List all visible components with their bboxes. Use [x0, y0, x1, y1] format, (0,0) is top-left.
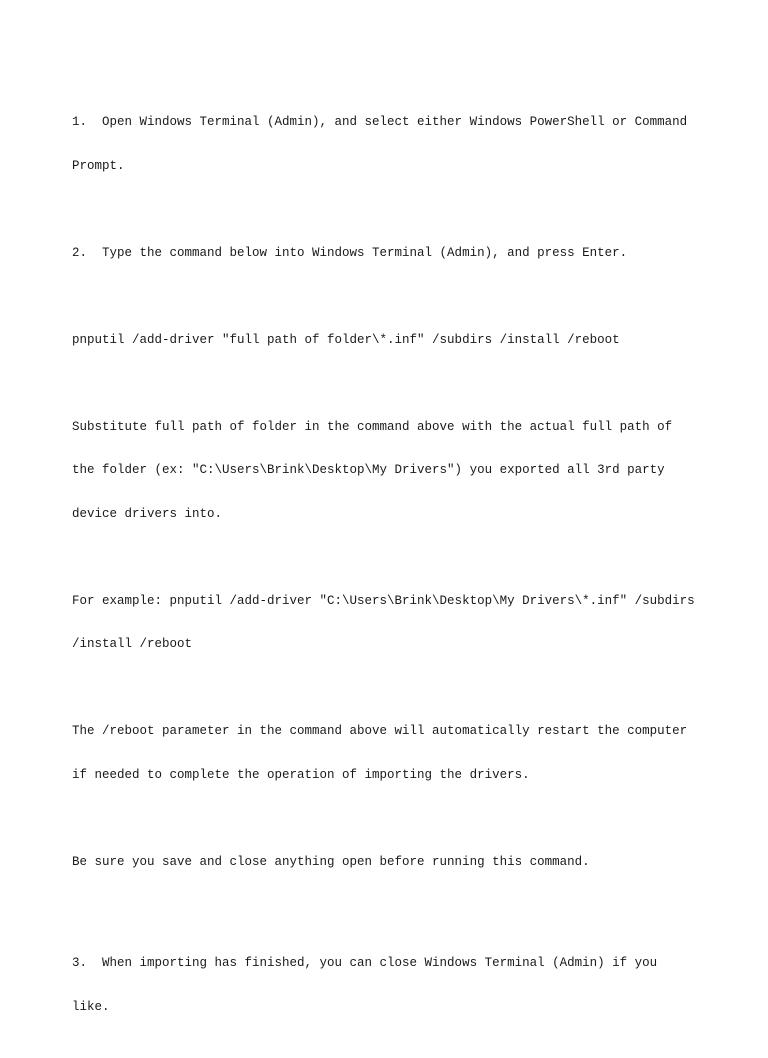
step-1-line-2: Prompt. — [72, 158, 125, 173]
save-note-line-1: Be sure you save and close anything open before running this command. — [72, 854, 590, 869]
command-line-1: pnputil /add-driver "full path of folder\*.inf" /subdirs /install /reboot — [72, 332, 620, 347]
step-2-paragraph — [72, 217, 712, 290]
substitute-note-line-1: Substitute full path of folder in the command above with the actual full path of — [72, 419, 673, 434]
reboot-note-line-1: The /reboot parameter in the command above will automatically restart the computer — [72, 724, 688, 738]
substitute-note-paragraph — [72, 391, 712, 551]
reboot-note-line-2: if needed to complete the operation of importing the drivers. — [72, 767, 530, 782]
step-2-line-1: 2. Type the command below into Windows Terminal (Admin), and press Enter. — [72, 245, 628, 260]
example-line-1: For example: pnputil /add-driver "C:\Users\Brink\Desktop\My Drivers\*.inf" /subdirs — [72, 593, 695, 608]
save-note-paragraph — [72, 826, 712, 899]
command-paragraph — [72, 304, 712, 377]
step-1-paragraph — [72, 86, 712, 202]
document-page — [72, 86, 712, 1058]
substitute-note-line-3: device drivers into. — [72, 506, 223, 521]
example-paragraph — [72, 565, 712, 681]
example-line-2: /install /reboot — [72, 637, 193, 651]
step-1-line-1: 1. Open Windows Terminal (Admin), and select either Windows PowerShell or Command — [72, 115, 688, 129]
step-3-line-2: like. — [72, 999, 110, 1014]
step-3-paragraph — [72, 927, 712, 1043]
reboot-note-paragraph — [72, 695, 712, 811]
substitute-note-line-2: the folder (ex: "C:\Users\Brink\Desktop\My Drivers") you exported all 3rd party — [72, 463, 665, 477]
step-3-line-1: 3. When importing has finished, you can close Windows Terminal (Admin) if you — [72, 956, 658, 970]
